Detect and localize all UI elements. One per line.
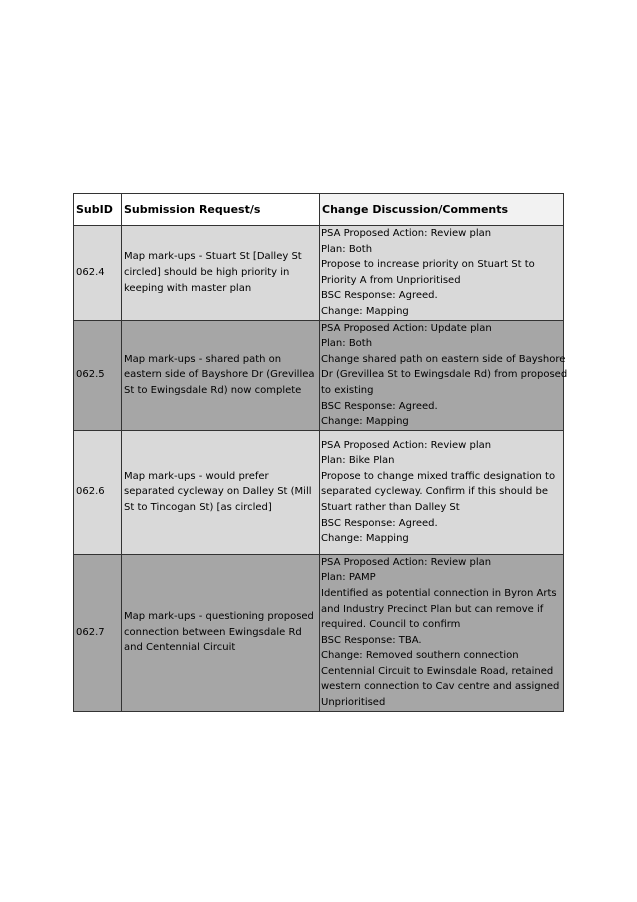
change-comment-line: Unprioritised xyxy=(321,697,386,709)
change-comment-line: Dr (Grevillea St to Ewingsdale Rd) from proposed xyxy=(321,369,568,381)
change-comment-line: and Industry Precinct Plan but can remove if xyxy=(321,603,544,615)
submission-request: Map mark-ups - shared path on eastern side of Bayshore Dr (Grevillea St to Ewingsdale Rd) now complete xyxy=(122,320,320,430)
change-comment-line: Plan: Bike Plan xyxy=(321,455,395,467)
change-comment-line: BSC Response: Agreed. xyxy=(321,400,438,412)
change-comment-line: PSA Proposed Action: Review plan xyxy=(321,228,492,239)
change-comment-line: PSA Proposed Action: Update plan xyxy=(321,322,492,334)
change-comment-line: Priority A from Unprioritised xyxy=(321,274,461,286)
table-row xyxy=(74,554,564,711)
header-subid: SubID xyxy=(74,194,122,226)
change-comment-line: separated cycleway. Confirm if this should be xyxy=(321,486,548,498)
change-comment-line: Change: Mapping xyxy=(321,416,409,428)
change-comment-line: Change shared path on eastern side of Bayshore xyxy=(321,353,566,365)
change-comment-line: Propose to change mixed traffic designation to xyxy=(321,470,556,482)
submission-id: 062.4 xyxy=(74,226,122,321)
header-change: Change Discussion/Comments xyxy=(320,194,564,226)
change-comment-line: western connection to Cav centre and assigned xyxy=(321,681,560,693)
change-comment-line: BSC Response: Agreed. xyxy=(321,290,438,302)
header-request: Submission Request/s xyxy=(122,194,320,226)
table-row xyxy=(74,430,564,554)
change-comment-line: BSC Response: Agreed. xyxy=(321,517,438,529)
change-comment-line: Plan: Both xyxy=(321,243,373,255)
change-comment-line: Plan: Both xyxy=(321,338,373,350)
submission-id: 062.6 xyxy=(74,430,122,554)
change-comment-line: Centennial Circuit to Ewinsdale Road, retained xyxy=(321,665,554,677)
change-comment-line: Identified as potential connection in Byron Arts xyxy=(321,587,557,599)
submission-id: 062.5 xyxy=(74,320,122,430)
submission-request: Map mark-ups - questioning proposed connection between Ewingsdale Rd and Centennial Circuit xyxy=(122,554,320,711)
change-comments xyxy=(320,320,568,430)
change-comment-line: PSA Proposed Action: Review plan xyxy=(321,439,492,451)
submission-table xyxy=(73,193,568,712)
table-header-row xyxy=(74,194,564,226)
submission-request: Map mark-ups - Stuart St [Dalley St circled] should be high priority in keeping with master plan xyxy=(122,226,320,321)
change-comment-line: Change: Removed southern connection xyxy=(321,650,519,662)
change-comments xyxy=(320,554,564,711)
change-comment-line: Change: Mapping xyxy=(321,533,409,545)
change-comment-line: to existing xyxy=(321,384,374,396)
submission-request: Map mark-ups - would prefer separated cycleway on Dalley St (Mill St to Tincogan St) [as circled] xyxy=(122,430,320,554)
change-comment-line: Change: Mapping xyxy=(321,305,409,317)
table-row xyxy=(74,320,564,430)
change-comment-line: Stuart rather than Dalley St xyxy=(321,502,460,514)
change-comments xyxy=(320,430,564,554)
change-comment-line: Plan: PAMP xyxy=(321,572,376,584)
submission-id: 062.7 xyxy=(74,554,122,711)
change-comment-line: required. Council to confirm xyxy=(321,619,461,631)
change-comment-line: Propose to increase priority on Stuart St to xyxy=(321,259,535,271)
table-row xyxy=(74,226,564,321)
change-comment-line: PSA Proposed Action: Review plan xyxy=(321,556,492,568)
change-comment-line: BSC Response: TBA. xyxy=(321,634,422,646)
change-comments xyxy=(320,226,564,321)
